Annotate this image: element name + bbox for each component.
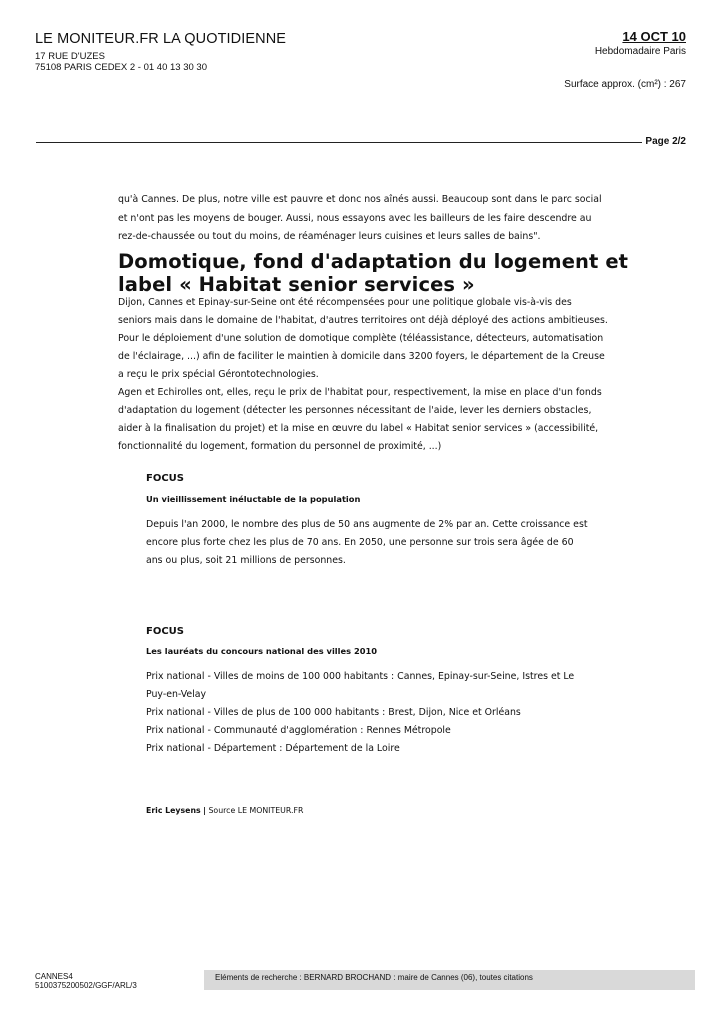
intro-line: rez-de-chaussée ou tout du moins, de réaménager leurs cuisines et leurs salles de bains". bbox=[118, 231, 541, 242]
body-line: aider à la finalisation du projet) et la mise en œuvre du label « Habitat senior services » (accessibilité, bbox=[118, 423, 599, 434]
publication-name: LE MONITEUR.FR LA QUOTIDIENNE bbox=[35, 31, 287, 47]
focus-line: Depuis l'an 2000, le nombre des plus de 50 ans augmente de 2% par an. Cette croissance est bbox=[146, 519, 588, 530]
publication-address-line1: 17 RUE D'UZES bbox=[35, 51, 105, 62]
focus-line: Puy-en-Velay bbox=[146, 689, 207, 700]
body-line: d'adaptation du logement (détecter les personnes nécessitant de l'aide, lever les derniers obstacles, bbox=[118, 405, 592, 416]
focus-subtitle: Les lauréats du concours national des villes 2010 bbox=[146, 646, 378, 656]
article-title-line: label « Habitat senior services » bbox=[118, 273, 475, 296]
signature-separator: | bbox=[203, 806, 206, 815]
article-source: Source LE MONITEUR.FR bbox=[208, 806, 304, 815]
article-signature bbox=[146, 806, 303, 815]
focus-label: FOCUS bbox=[146, 473, 184, 484]
focus-line: Prix national - Département : Département de la Loire bbox=[146, 743, 400, 754]
author-name: Eric Leysens bbox=[146, 806, 201, 815]
publication-address-line2: 75108 PARIS CEDEX 2 - 01 40 13 30 30 bbox=[35, 62, 207, 73]
focus-line: ans ou plus, soit 21 millions de personnes. bbox=[146, 555, 346, 566]
body-line: de l'éclairage, ...) afin de faciliter le maintien à domicile dans 3200 foyers, le département de la Creuse bbox=[118, 351, 605, 362]
page-number: Page 2/2 bbox=[645, 136, 686, 147]
footer-code-line1: CANNES4 bbox=[35, 972, 73, 981]
focus-line: Prix national - Communauté d'agglomération : Rennes Métropole bbox=[146, 725, 451, 736]
body-line: Dijon, Cannes et Epinay-sur-Seine ont été récompensées pour une politique globale vis-à-vis des bbox=[118, 297, 572, 308]
focus-line: Prix national - Villes de moins de 100 000 habitants : Cannes, Epinay-sur-Seine, Istres et Le bbox=[146, 671, 575, 682]
body-line: a reçu le prix spécial Gérontotechnologies. bbox=[118, 369, 319, 380]
body-line: fonctionnalité du logement, formation du personnel de proximité, ...) bbox=[118, 441, 442, 452]
focus-label: FOCUS bbox=[146, 626, 184, 637]
footer-code-line2: 5100375200502/GGF/ARL/3 bbox=[35, 981, 137, 990]
focus-subtitle: Un vieillissement inéluctable de la population bbox=[146, 494, 361, 504]
surface-area: Surface approx. (cm²) : 267 bbox=[564, 79, 686, 90]
header-divider bbox=[36, 142, 642, 143]
focus-line: Prix national - Villes de plus de 100 000 habitants : Brest, Dijon, Nice et Orléans bbox=[146, 707, 521, 718]
search-elements-text: Eléments de recherche : BERNARD BROCHAND : maire de Cannes (06), toutes citations bbox=[215, 973, 533, 982]
article-title-line: Domotique, fond d'adaptation du logement et bbox=[118, 250, 629, 273]
body-line: Pour le déploiement d'une solution de domotique complète (téléassistance, détecteurs, automatisation bbox=[118, 333, 604, 344]
body-line: Agen et Echirolles ont, elles, reçu le prix de l'habitat pour, respectivement, la mise en place d'un fonds bbox=[118, 387, 602, 398]
intro-line: qu'à Cannes. De plus, notre ville est pauvre et donc nos aînés aussi. Beaucoup sont dans le parc social bbox=[118, 194, 602, 205]
focus-line: encore plus forte chez les plus de 70 ans. En 2050, une personne sur trois sera âgée de 60 bbox=[146, 537, 574, 548]
issue-date: 14 OCT 10 bbox=[622, 29, 686, 44]
publication-frequency: Hebdomadaire Paris bbox=[594, 46, 686, 57]
body-line: seniors mais dans le domaine de l'habitat, d'autres territoires ont déjà déployé des actions ambitieuses. bbox=[118, 315, 608, 326]
intro-line: et n'ont pas les moyens de bouger. Aussi, nous essayons avec les bailleurs de les faire descendre au bbox=[118, 213, 592, 224]
